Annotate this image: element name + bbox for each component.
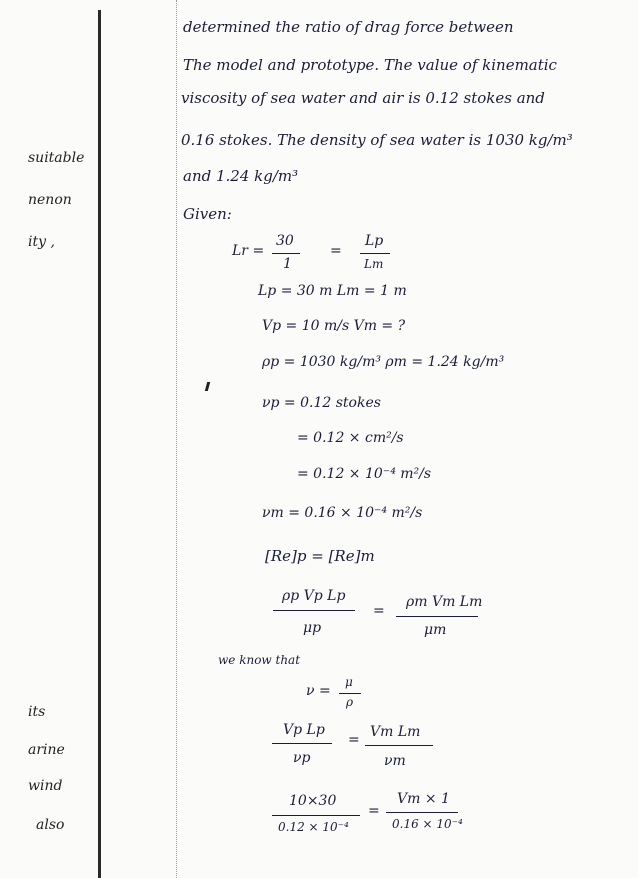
fraction-bar <box>272 815 360 816</box>
nu-p-line: = 0.12 × 10⁻⁴ m²/s <box>297 466 432 482</box>
given-heading: Given: <box>183 205 232 223</box>
lr-denominator: 1 <box>283 256 292 272</box>
fraction-bar <box>273 610 355 611</box>
eq2-rhs-denominator: νm <box>384 753 406 769</box>
fraction-bar <box>396 616 478 617</box>
re-lhs-denominator: μp <box>303 620 322 636</box>
equals-sign: = <box>368 803 380 819</box>
margin-fragment: nenon <box>28 192 72 208</box>
margin-fragment: also <box>36 817 65 833</box>
margin-fragment: arine <box>28 742 65 758</box>
nu-definition-den: ρ <box>346 695 354 709</box>
problem-text-line: The model and prototype. The value of kinematic <box>183 56 557 74</box>
problem-text-line: 0.16 stokes. The density of sea water is 1030 kg/m³ <box>181 131 573 149</box>
eq3-lhs-numerator: 10×30 <box>289 793 337 809</box>
densities-line: ρp = 1030 kg/m³ ρm = 1.24 kg/m³ <box>262 354 505 370</box>
margin-line <box>98 10 101 878</box>
lr-lhs: Lr = <box>232 243 265 259</box>
problem-text-line: and 1.24 kg/m³ <box>183 167 299 185</box>
fraction-bar <box>339 693 361 694</box>
margin-fragment: wind <box>28 778 63 794</box>
lengths-line: Lp = 30 m Lm = 1 m <box>258 283 407 299</box>
margin-fragment: its <box>28 704 46 720</box>
re-rhs-denominator: μm <box>424 622 447 638</box>
equals-sign: = <box>373 603 385 619</box>
fraction-bar <box>272 253 300 254</box>
problem-text-line: determined the ratio of drag force between <box>183 18 514 36</box>
lr-numerator: 30 <box>276 233 294 249</box>
dotted-guide-line <box>176 0 177 878</box>
nu-definition-num: μ <box>345 675 353 689</box>
problem-text-line: viscosity of sea water and air is 0.12 stokes and <box>181 89 545 107</box>
stray-pen-mark <box>205 382 210 391</box>
margin-fragment: ity , <box>28 234 55 250</box>
we-know-that: we know that <box>218 653 301 667</box>
nu-m-line: νm = 0.16 × 10⁻⁴ m²/s <box>262 505 423 521</box>
fraction-bar <box>360 253 390 254</box>
equals-sign: = <box>330 243 342 259</box>
fraction-bar <box>272 743 332 744</box>
velocities-line: Vp = 10 m/s Vm = ? <box>262 318 406 334</box>
equals-sign: = <box>348 732 360 748</box>
fraction-bar <box>365 745 433 746</box>
re-rhs-numerator: ρm Vm Lm <box>406 594 483 610</box>
eq3-rhs-numerator: Vm × 1 <box>397 791 450 807</box>
nu-p-line: νp = 0.12 stokes <box>262 395 381 411</box>
eq3-lhs-denominator: 0.12 × 10⁻⁴ <box>278 820 349 834</box>
eq2-rhs-numerator: Vm Lm <box>370 724 421 740</box>
nu-p-line: = 0.12 × cm²/s <box>297 430 404 446</box>
nu-definition-lhs: ν = <box>306 683 331 699</box>
re-lhs-numerator: ρp Vp Lp <box>282 588 346 604</box>
eq3-rhs-denominator: 0.16 × 10⁻⁴ <box>392 817 463 831</box>
lp-numerator: Lp <box>365 233 384 249</box>
margin-fragment: suitable <box>28 150 85 166</box>
lm-denominator: Lm <box>364 257 384 271</box>
eq2-lhs-denominator: νp <box>293 750 311 766</box>
reynolds-equality: [Re]p = [Re]m <box>265 547 375 565</box>
eq2-lhs-numerator: Vp Lp <box>283 722 325 738</box>
fraction-bar <box>386 812 458 813</box>
